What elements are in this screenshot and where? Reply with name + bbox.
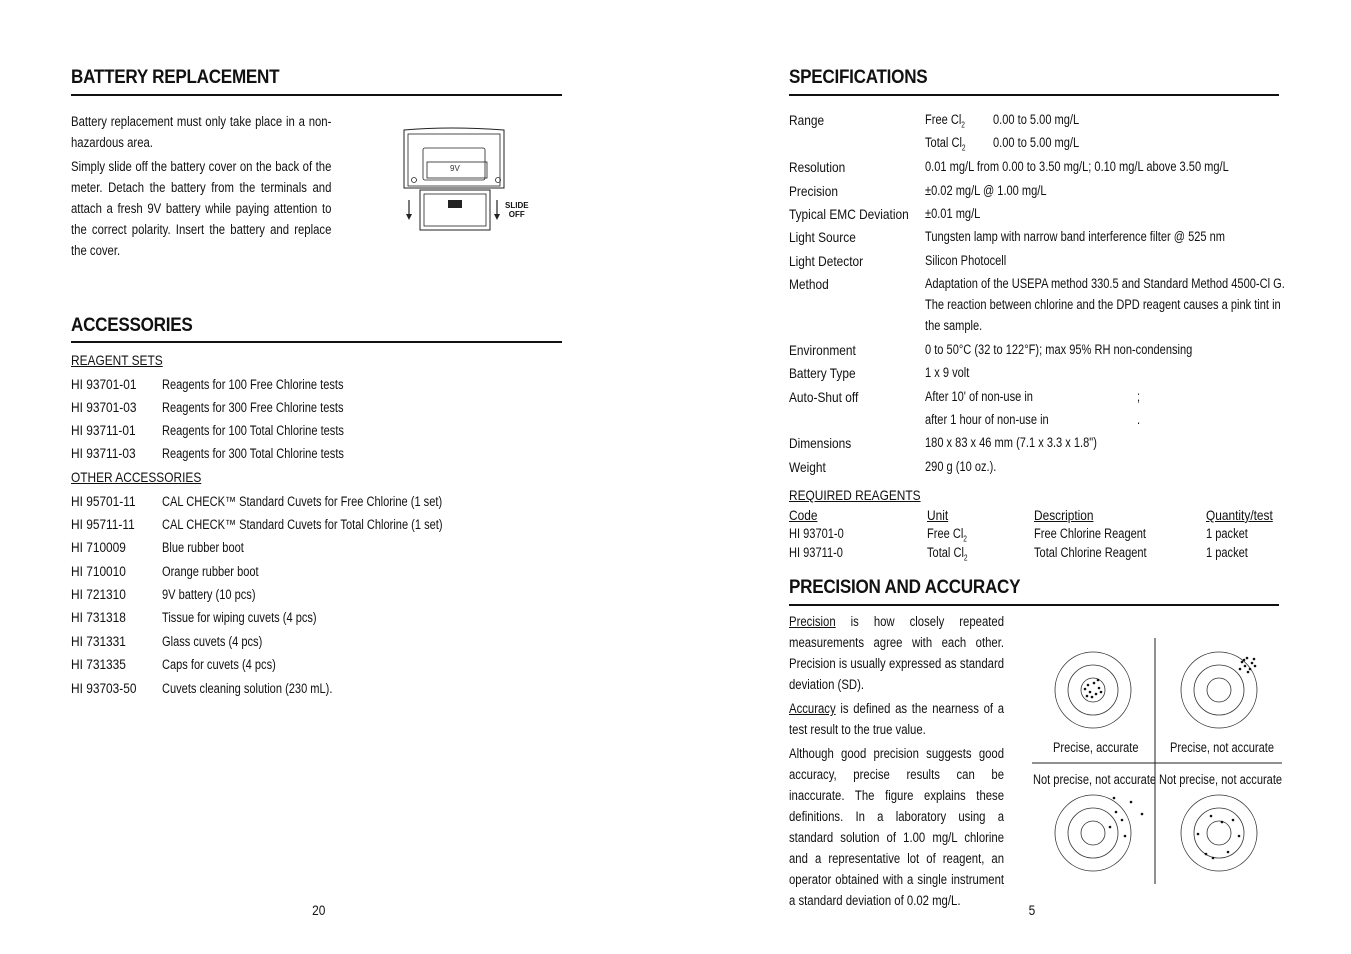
spec-value: 290 g (10 oz.). [925,459,997,474]
slide-off-label [505,201,529,219]
item-code: HI 731335 [71,656,126,672]
precision-para-2 [789,698,1004,740]
item-desc: Reagents for 300 Free Chlorine tests [162,400,344,415]
reagent-qty: 1 packet [1206,526,1248,541]
accuracy-term: Accuracy [789,701,836,716]
method-line: Adaptation of the USEPA method 330.5 and Standard Method 4500-Cl G. [925,276,1285,291]
battery-9v-label: 9V [450,164,460,173]
figure-label-not-precise-2: Not precise, not accurate [1159,772,1283,787]
range-free-label-text: Free Cl [925,112,962,127]
target-not-precise-not-accurate-2 [1181,795,1257,871]
spec-label-range: Range [789,112,825,128]
item-code: HI 93711-03 [71,445,136,461]
precision-accuracy-title: PRECISION AND ACCURACY [789,577,1021,598]
spec-label: Typical EMC Deviation [789,206,909,222]
item-desc: Blue rubber boot [162,540,244,555]
subscript-2: 2 [961,143,966,153]
reagents-col-description: Description [1034,507,1094,523]
reagent-unit [927,526,967,544]
spec-label: Dimensions [789,435,852,451]
reagent-sets-heading: REAGENT SETS [71,352,163,368]
spec-label: Environment [789,342,856,358]
precision-title-rule [789,604,1279,606]
item-code: HI 95711-11 [71,516,135,532]
other-accessories-list [71,493,551,703]
slide-label: SLIDE [505,201,529,210]
spec-value: ±0.02 mg/L @ 1.00 mg/L [925,183,1047,198]
spec-label-method: Method [789,276,829,292]
other-accessories-heading: OTHER ACCESSORIES [71,469,202,485]
off-label: OFF [508,210,525,219]
reagent-unit [927,545,968,563]
item-code: HI 731331 [71,633,126,649]
range-free-value: 0.00 to 5.00 mg/L [993,112,1080,127]
precision-term: Precision [789,614,836,629]
range-free-label [925,112,965,130]
item-desc: CAL CHECK™ Standard Cuvets for Free Chlorine (1 set) [162,494,443,509]
item-desc: Caps for cuvets (4 pcs) [162,657,276,672]
specifications-title: SPECIFICATIONS [789,67,928,88]
item-code: HI 710010 [71,563,126,579]
subscript-2: 2 [961,120,965,130]
precision-para-1 [789,611,1004,695]
specifications-title-rule [789,94,1279,96]
reagent-qty: 1 packet [1206,545,1248,560]
precision-accuracy-figure [1028,636,1288,888]
spec-value: Tungsten lamp with narrow band interference filter @ 525 nm [925,229,1226,244]
autoshut-line-2-end: . [1137,412,1141,427]
autoshut-line-1-end: ; [1137,389,1141,404]
reagent-desc: Free Chlorine Reagent [1034,526,1146,541]
battery-diagram [400,126,540,236]
item-code: HI 710009 [71,539,126,555]
spec-label: Light Source [789,229,856,245]
subscript-2: 2 [963,553,968,563]
reagent-desc: Total Chlorine Reagent [1034,545,1147,560]
reagent-code: HI 93701-0 [789,526,844,541]
accessories-title: ACCESSORIES [71,315,193,336]
accuracy-definition: is defined as the nearness of a test result to the true value. [789,701,1005,737]
subscript-2: 2 [963,534,967,544]
precision-definition: is how closely repeated measurements agree with each other. Precision is usually expressed as standard deviation (SD). [789,614,1005,692]
item-code: HI 93711-01 [71,422,136,438]
range-total-value: 0.00 to 5.00 mg/L [993,135,1080,150]
autoshut-line-1: After 10' of non-use in [925,389,1033,404]
item-desc: Reagents for 100 Free Chlorine tests [162,377,344,392]
spec-label: Light Detector [789,253,864,269]
item-desc: Cuvets cleaning solution (230 mL). [162,681,333,696]
spec-value: ±0.01 mg/L [925,206,981,221]
figure-label-precise-accurate: Precise, accurate [1053,740,1139,755]
item-code: HI 721310 [71,586,126,602]
reagent-code: HI 93711-0 [789,545,843,560]
required-reagents-heading: REQUIRED REAGENTS [789,487,921,503]
item-code: HI 93701-01 [71,376,137,392]
item-code: HI 731318 [71,609,126,625]
spec-label: Precision [789,183,838,199]
spec-value: 180 x 83 x 46 mm (7.1 x 3.3 x 1.8") [925,435,1097,450]
battery-para-1: Battery replacement must only take place in a non-hazardous area. [71,114,332,150]
target-precise-not-accurate [1181,652,1257,728]
battery-para-2: Simply slide off the battery cover on the back of the meter. Detach the battery from the terminals and attach a fresh 9V battery while paying attention to the correct polarity. Insert the battery and replace the cover. [71,159,332,258]
item-code: HI 95701-11 [71,493,136,509]
right-page-number: 5 [1028,902,1036,918]
item-code: HI 93701-03 [71,399,137,415]
reagent-sets-list [71,376,551,466]
item-desc: Tissue for wiping cuvets (4 pcs) [162,610,317,625]
autoshut-line-2: after 1 hour of non-use in [925,412,1049,427]
precision-para-3: Although good precision suggests good accuracy, precise results can be inaccurate. The figure explains these definitions. In a laboratory using a standard solution of 1.00 mg/L chlorine and a representative lot of reagent, an operator obtained with a single instrument a standard deviation of 0.02 mg/L. [789,746,1005,908]
spec-label-autoshut: Auto-Shut off [789,389,859,405]
item-desc: CAL CHECK™ Standard Cuvets for Total Chlorine (1 set) [162,517,443,532]
method-line: The reaction between chlorine and the DPD reagent causes a pink tint in [925,297,1281,312]
reagents-col-quantity: Quantity/test [1206,507,1273,523]
item-desc: Reagents for 100 Total Chlorine tests [162,423,344,438]
range-total-label-text: Total Cl [925,135,962,150]
target-not-precise-not-accurate-1 [1055,795,1131,871]
item-desc: Glass cuvets (4 pcs) [162,634,263,649]
spec-label: Resolution [789,159,846,175]
figure-label-precise-not-accurate: Precise, not accurate [1170,740,1274,755]
precision-text [789,611,1005,911]
spec-label: Battery Type [789,365,856,381]
reagent-unit-text: Total Cl [927,545,964,560]
item-desc: Orange rubber boot [162,564,259,579]
item-desc: 9V battery (10 pcs) [162,587,256,602]
accessories-title-rule [71,341,562,343]
spec-value: 0 to 50°C (32 to 122°F); max 95% RH non-condensing [925,342,1193,357]
item-code: HI 93703-50 [71,680,137,696]
reagents-col-unit: Unit [927,507,949,523]
reagents-col-code: Code [789,507,818,523]
battery-title-rule [71,94,562,96]
figure-label-not-precise-1: Not precise, not accurate [1033,772,1157,787]
spec-value: Silicon Photocell [925,253,1007,268]
spec-value: 1 x 9 volt [925,365,970,380]
battery-text [71,111,332,261]
item-desc: Reagents for 300 Total Chlorine tests [162,446,344,461]
battery-replacement-title: BATTERY REPLACEMENT [71,67,280,88]
spec-label: Weight [789,459,826,475]
left-page-number: 20 [312,902,326,918]
target-precise-accurate [1055,652,1131,728]
spec-value: 0.01 mg/L from 0.00 to 3.50 mg/L; 0.10 mg/L above 3.50 mg/L [925,159,1229,174]
reagent-unit-text: Free Cl [927,526,964,541]
range-total-label [925,135,966,153]
method-line: the sample. [925,318,983,333]
